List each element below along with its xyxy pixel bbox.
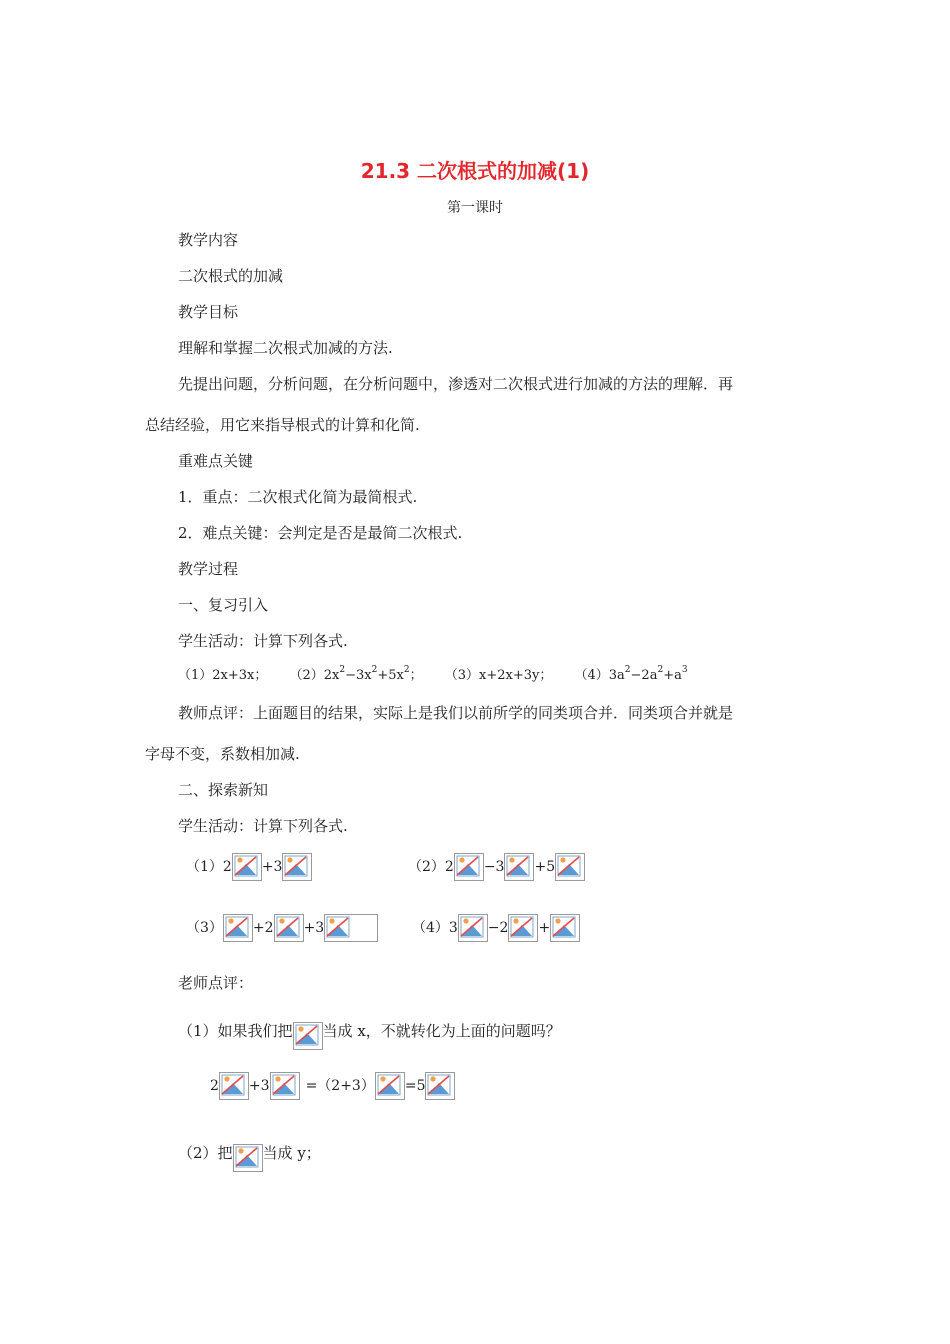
worked-equation: 2 +3 =（2+3） =5: [210, 1072, 455, 1100]
broken-image-glyph: [284, 855, 308, 877]
keypoint-1: 1．重点：二次根式化简为最简根式.: [178, 488, 418, 506]
broken-image-glyph: [234, 855, 258, 877]
broken-image-glyph: [377, 1074, 401, 1096]
method-text-line1: 先提出问题，分析问题，在分析问题中，渗透对二次根式进行加减的方法的理解．再: [178, 375, 734, 393]
broken-image-glyph: [272, 1074, 296, 1096]
broken-image-glyph: [510, 916, 534, 938]
broken-image-glyph: [235, 1146, 259, 1168]
review-exercises: [178, 666, 688, 687]
goal-text: 理解和掌握二次根式加减的方法.: [178, 339, 393, 357]
heading-goals: 教学目标: [178, 303, 239, 321]
heading-keypoints: 重难点关键: [178, 452, 254, 470]
comment-step-1: （1）如果我们把 当成 x，不就转化为上面的问题吗？: [178, 1012, 561, 1050]
broken-image-icon: [504, 853, 534, 881]
method-text-line2: 总结经验，用它来指导根式的计算和化简.: [145, 416, 420, 434]
heading-process: 教学过程: [178, 560, 239, 578]
review-item-4: （4）3a2−2a2+a3: [574, 665, 688, 683]
broken-image-icon: [454, 853, 484, 881]
broken-image-icon: [555, 853, 585, 881]
broken-image-glyph: [221, 1074, 245, 1096]
broken-image-icon: [550, 914, 580, 942]
teacher-comment-line1: 教师点评：上面题目的结果，实际上是我们以前所学的同类项合并．同类项合并就是: [178, 704, 734, 722]
student-activity-1: 学生活动：计算下列各式.: [178, 632, 348, 650]
teacher-comment-line2: 字母不变，系数相加减.: [145, 745, 300, 763]
explore-item-4: （4）3 −2 +: [412, 914, 580, 942]
broken-image-icon: [274, 914, 304, 942]
broken-image-glyph: [552, 916, 576, 938]
broken-image-glyph: [456, 855, 480, 877]
lesson-period: 第一课时: [447, 200, 503, 216]
broken-image-glyph: [557, 855, 581, 877]
explore-item-1: （1）2 +3: [186, 853, 312, 881]
broken-image-icon: [270, 1072, 300, 1100]
keypoint-2: 2．难点关键：会判定是否是最简二次根式.: [178, 524, 463, 542]
heading-content: 教学内容: [178, 231, 239, 249]
review-item-3: （3）x+2x+3y；: [444, 668, 553, 684]
broken-image-icon: [508, 914, 538, 942]
broken-image-icon: [324, 914, 378, 942]
broken-image-icon: [375, 1072, 405, 1100]
broken-image-glyph: [276, 916, 300, 938]
broken-image-icon: [282, 853, 312, 881]
broken-image-icon: [425, 1072, 455, 1100]
section-explore: 二、探索新知: [178, 781, 269, 799]
broken-image-icon: [233, 1144, 263, 1172]
broken-image-glyph: [295, 1024, 319, 1046]
broken-image-glyph: [225, 916, 249, 938]
broken-image-glyph: [427, 1074, 451, 1096]
broken-image-glyph: [460, 916, 484, 938]
student-activity-2: 学生活动：计算下列各式.: [178, 817, 348, 835]
teacher-comment-heading: 老师点评：: [178, 974, 254, 992]
broken-image-icon: [232, 853, 262, 881]
content-text: 二次根式的加减: [178, 267, 284, 285]
explore-item-2: （2）2 −3 +5: [408, 853, 585, 881]
broken-image-icon: [458, 914, 488, 942]
section-review: 一、复习引入: [178, 596, 269, 614]
page-title: 21.3 二次根式的加减(1): [360, 159, 590, 183]
broken-image-icon: [223, 914, 253, 942]
review-item-2: （2）2x2−3x2+5x2；: [289, 665, 423, 683]
broken-image-icon: [219, 1072, 249, 1100]
comment-step-2: （2）把 当成 y；: [178, 1134, 321, 1172]
broken-image-glyph: [326, 916, 350, 938]
explore-item-3: （3） +2 +3: [186, 914, 378, 942]
broken-image-icon: [293, 1022, 323, 1050]
broken-image-glyph: [506, 855, 530, 877]
review-item-1: （1）2x+3x；: [178, 668, 268, 684]
